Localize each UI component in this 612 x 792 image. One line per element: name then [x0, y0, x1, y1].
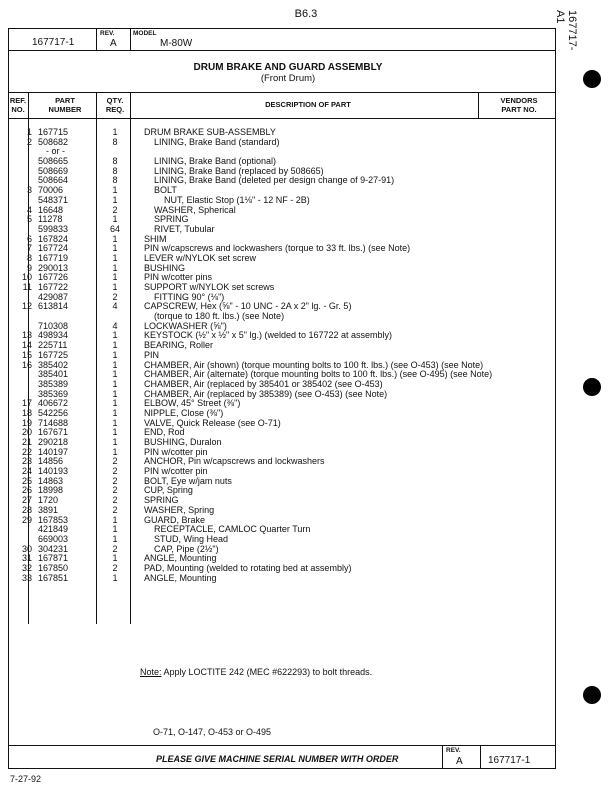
- quantity: 2: [112, 543, 118, 554]
- table-row: [8, 176, 556, 186]
- table-row: [8, 419, 556, 429]
- quantity: 2: [112, 204, 118, 215]
- note-label: Note:: [140, 667, 162, 677]
- quantity: 1: [112, 369, 118, 380]
- quantity: 8: [112, 156, 118, 167]
- part-number: 290218: [38, 437, 69, 447]
- quantity: 2: [112, 456, 118, 467]
- note: [140, 667, 372, 677]
- table-row: [8, 128, 556, 138]
- table-row: [8, 496, 556, 506]
- description: WASHER, Spherical: [154, 204, 236, 215]
- part-number: 599833: [38, 223, 69, 234]
- col-desc-header: DESCRIPTION OF PART: [265, 100, 351, 109]
- table-row: [8, 535, 556, 545]
- table-row: [8, 254, 556, 264]
- model-label: MODEL: [133, 30, 157, 37]
- description: BUSHING, Duralon: [144, 437, 222, 447]
- table-row: [8, 206, 556, 216]
- quantity: 8: [112, 175, 118, 186]
- description: PIN w/cotter pins: [144, 272, 213, 283]
- quantity: 1: [112, 243, 118, 254]
- description: CAPSCREW, Hex (⅝" - 10 UNC - 2A x 2" lg. - Gr. 5): [144, 301, 352, 312]
- part-number: 304231: [38, 543, 69, 554]
- description: CHAMBER, Air (replaced by 385401 or 385402 (see O-453): [144, 378, 383, 389]
- part-number: 167725: [38, 349, 69, 360]
- quantity: 1: [112, 417, 118, 428]
- table-row: [8, 283, 556, 293]
- ref-number: 26: [21, 485, 32, 496]
- ref-number: 3: [26, 185, 32, 196]
- part-number: 498934: [38, 330, 69, 341]
- quantity: 1: [112, 127, 118, 137]
- quantity: 2: [112, 562, 118, 573]
- quantity: 2: [112, 291, 118, 302]
- ref-number: 25: [21, 475, 32, 486]
- description: BOLT: [154, 185, 177, 196]
- ref-number: 24: [21, 466, 32, 477]
- part-number: 14863: [38, 475, 64, 486]
- part-number: 385389: [38, 378, 69, 389]
- quantity: 4: [112, 301, 118, 312]
- description: STUD, Wing Head: [154, 533, 229, 544]
- ref-number: 27: [21, 495, 32, 506]
- quantity: 8: [112, 165, 118, 176]
- description: NUT, Elastic Stop (1⅛" - 12 NF - 2B): [164, 194, 310, 205]
- footer-rev-value: A: [456, 756, 463, 767]
- quantity: 1: [112, 427, 118, 438]
- ref-number: 7: [26, 243, 32, 254]
- quantity: 1: [112, 262, 118, 273]
- description: RECEPTACLE, CAMLOC Quarter Turn: [154, 524, 311, 535]
- description: (torque to 180 ft. lbs.) (see Note): [154, 311, 285, 322]
- part-number: 167719: [38, 252, 69, 263]
- ref-number: 11: [22, 282, 32, 292]
- description: PIN: [144, 349, 160, 360]
- quantity: 1: [112, 378, 118, 389]
- description: BUSHING: [144, 262, 186, 273]
- description: BOLT, Eye w/jam nuts: [144, 475, 232, 486]
- table-row: [8, 457, 556, 467]
- table-row: [8, 312, 556, 322]
- description: SUPPORT w/NYLOK set screws: [144, 282, 275, 292]
- description: KEYSTOCK (½" x ½" x 5" lg.) (welded to 167722 at assembly): [144, 330, 393, 341]
- ref-number: 9: [26, 262, 32, 273]
- part-number: 14856: [38, 456, 64, 467]
- quantity: 2: [112, 466, 118, 477]
- part-number: 167715: [38, 127, 69, 137]
- table-row: [8, 264, 556, 274]
- part-number: 11278: [38, 214, 63, 225]
- rev-value: A: [110, 38, 117, 49]
- revision-date: 7-27-92: [10, 774, 42, 784]
- binder-hole-icon: [583, 70, 601, 88]
- part-number: 385402: [38, 359, 69, 370]
- quantity: 8: [112, 136, 118, 147]
- ref-number: 8: [26, 252, 32, 263]
- table-row: [8, 390, 556, 400]
- part-number: 167722: [38, 282, 69, 292]
- part-number: 290013: [38, 262, 69, 273]
- table-row: [8, 428, 556, 438]
- part-number: 225711: [38, 340, 68, 351]
- quantity: 1: [112, 407, 118, 418]
- table-row: [8, 331, 556, 341]
- table-row: [8, 467, 556, 477]
- description: SHIM: [144, 233, 167, 244]
- part-number: 167850: [38, 562, 69, 573]
- quantity: 4: [112, 320, 118, 331]
- ref-number: 31: [21, 553, 32, 564]
- part-number: 167671: [38, 427, 69, 438]
- quantity: 1: [112, 272, 118, 283]
- ref-number: 14: [21, 340, 32, 351]
- table-row: [8, 477, 556, 487]
- description: LINING, Brake Band (optional): [154, 156, 277, 167]
- part-number: 710308: [38, 320, 69, 331]
- description: CUP, Spring: [144, 485, 193, 496]
- part-number: 70006: [38, 185, 64, 196]
- part-number: 669003: [38, 533, 69, 544]
- part-number: 542256: [38, 407, 69, 418]
- description: LINING, Brake Band (replaced by 508665): [154, 165, 324, 176]
- description: PIN w/cotter pin: [144, 446, 208, 457]
- ref-number: 5: [26, 214, 32, 225]
- table-row: [8, 138, 556, 148]
- ref-number: 23: [21, 456, 32, 467]
- description: CHAMBER, Air (shown) (torque mounting bolts to 100 ft. lbs.) (see O-453) (see Note): [144, 359, 484, 370]
- description: GUARD, Brake: [144, 514, 206, 525]
- description: ANCHOR, Pin w/capscrews and lockwashers: [144, 456, 325, 467]
- doc-number: 167717-1: [32, 37, 75, 48]
- quantity: 1: [112, 194, 118, 205]
- reference-list: O-71, O-147, O-453 or O-495: [153, 727, 272, 737]
- quantity: 2: [112, 485, 118, 496]
- part-number: 508669: [38, 165, 69, 176]
- description: DRUM BRAKE SUB-ASSEMBLY: [144, 127, 276, 137]
- quantity: 1: [112, 340, 118, 351]
- col-part-header: PART NUMBER: [48, 96, 82, 114]
- ref-number: 17: [21, 398, 32, 409]
- part-number: 3891: [38, 504, 59, 515]
- ref-number: 4: [26, 204, 32, 215]
- ref-number: 15: [21, 349, 32, 360]
- ref-number: 22: [21, 446, 32, 457]
- page-number: B6.3: [294, 8, 318, 20]
- part-number: 167851: [38, 572, 69, 583]
- quantity: 1: [112, 514, 118, 525]
- description: CHAMBER, Air (replaced by 385389) (see O-453) (see Note): [144, 388, 388, 399]
- parts-list: [8, 128, 556, 583]
- quantity: 1: [112, 437, 118, 447]
- table-row: [8, 273, 556, 283]
- quantity: 1: [112, 214, 118, 225]
- table-row: [8, 564, 556, 574]
- table-row: [8, 147, 556, 157]
- ref-number: 6: [26, 233, 32, 244]
- description: FITTING 90° (⅛"): [154, 291, 225, 302]
- description: CAP, Pipe (2½"): [154, 543, 219, 554]
- ref-number: 13: [21, 330, 32, 341]
- quantity: 1: [112, 533, 118, 544]
- binder-hole-icon: [583, 378, 601, 396]
- ref-number: 2: [26, 136, 32, 147]
- page-subtitle: (Front Drum): [260, 73, 316, 84]
- description: ANGLE, Mounting: [144, 572, 217, 583]
- description: SPRING: [144, 495, 179, 506]
- part-number: 167724: [38, 243, 69, 254]
- table-row: [8, 244, 556, 254]
- part-number: 140193: [38, 466, 69, 477]
- quantity: 1: [112, 572, 118, 583]
- quantity: 2: [112, 504, 118, 515]
- part-number: 18998: [38, 485, 64, 496]
- ref-number: 18: [21, 407, 32, 418]
- description: CHAMBER, Air (alternate) (torque mounting bolts to 100 ft. lbs.) (see O-495) (see Note): [144, 369, 493, 380]
- quantity: 1: [112, 252, 118, 263]
- ref-number: 19: [21, 417, 32, 428]
- description: WASHER, Spring: [144, 504, 215, 515]
- model-value: M-80W: [160, 38, 193, 49]
- note-text: Apply LOCTITE 242 (MEC #622293) to bolt threads.: [163, 667, 373, 677]
- quantity: 2: [112, 475, 118, 486]
- description: BEARING, Roller: [144, 340, 214, 351]
- part-number: - or -: [46, 146, 65, 157]
- ref-number: 30: [21, 543, 32, 554]
- table-row: [8, 574, 556, 584]
- quantity: 1: [112, 388, 118, 399]
- part-number: 613814: [38, 301, 69, 312]
- part-number: 406672: [38, 398, 69, 409]
- ref-number: 1: [26, 127, 32, 137]
- part-number: 508664: [38, 175, 69, 186]
- order-instruction: PLEASE GIVE MACHINE SERIAL NUMBER WITH ORDER: [156, 754, 399, 764]
- table-row: [8, 545, 556, 555]
- ref-number: 33: [21, 572, 32, 583]
- description: ELBOW, 45° Street (⅜"): [144, 398, 241, 409]
- quantity: 2: [112, 495, 118, 506]
- part-number: 385369: [38, 388, 69, 399]
- description: RIVET, Tubular: [154, 223, 215, 234]
- table-row: [8, 341, 556, 351]
- description: PIN w/capscrews and lockwashers (torque to 33 ft. lbs.) (see Note): [144, 243, 411, 254]
- description: SPRING: [154, 214, 189, 225]
- part-number: 508682: [38, 136, 69, 147]
- table-row: [8, 525, 556, 535]
- quantity: 1: [112, 446, 118, 457]
- quantity: 1: [112, 524, 118, 535]
- quantity: 1: [112, 185, 118, 196]
- table-row: [8, 196, 556, 206]
- description: VALVE, Quick Release (see O-71): [144, 417, 281, 428]
- description: LINING, Brake Band (standard): [154, 136, 280, 147]
- quantity: 1: [112, 330, 118, 341]
- ref-number: 16: [21, 359, 32, 370]
- part-number: 508665: [38, 156, 69, 167]
- col-qty-header: QTY. REQ.: [105, 96, 125, 114]
- binder-hole-icon: [583, 686, 601, 704]
- part-number: 167726: [38, 272, 69, 283]
- part-number: 167871: [38, 553, 69, 564]
- quantity: 1: [112, 349, 118, 360]
- ref-number: 21: [21, 437, 32, 447]
- ref-number: 32: [21, 562, 32, 573]
- part-number: 1720: [38, 495, 59, 506]
- footer-doc-number: 167717-1: [488, 755, 531, 766]
- quantity: 1: [112, 233, 118, 244]
- ref-number: 12: [21, 301, 32, 312]
- part-number: 167853: [38, 514, 69, 525]
- ref-number: 20: [21, 427, 32, 438]
- quantity: 1: [112, 282, 118, 292]
- table-row: [8, 409, 556, 419]
- col-vendors-header: VENDORS PART NO.: [500, 96, 538, 114]
- table-row: [8, 506, 556, 516]
- part-number: 385401: [38, 369, 69, 380]
- footer-rev-label: REV.: [446, 747, 461, 754]
- part-number: 714688: [38, 417, 69, 428]
- description: ANGLE, Mounting: [144, 553, 217, 564]
- quantity: 1: [112, 398, 118, 409]
- description: END, Rod: [144, 427, 185, 438]
- part-number: 167824: [38, 233, 69, 244]
- quantity: 64: [109, 223, 120, 234]
- rev-label: REV.: [100, 30, 115, 37]
- side-document-id: 167717-A1: [554, 10, 578, 51]
- description: LOCKWASHER (⅝"): [144, 320, 227, 331]
- description: NIPPLE, Close (⅜"): [144, 407, 224, 418]
- description: LINING, Brake Band (deleted per design change of 9-27-91): [154, 175, 395, 186]
- table-row: [8, 438, 556, 448]
- part-number: 548371: [38, 194, 69, 205]
- quantity: 1: [112, 359, 118, 370]
- table-row: [8, 215, 556, 225]
- quantity: 1: [112, 553, 118, 564]
- part-number: 140197: [38, 446, 69, 457]
- col-ref-header: REF. NO.: [9, 96, 27, 114]
- ref-number: 29: [21, 514, 32, 525]
- table-row: [8, 486, 556, 496]
- part-number: 429087: [38, 291, 69, 302]
- part-number: 421849: [38, 524, 69, 535]
- description: PIN w/cotter pin: [144, 466, 208, 477]
- description: LEVER w/NYLOK set screw: [144, 252, 257, 263]
- table-row: [8, 399, 556, 409]
- description: PAD, Mounting (welded to rotating bed at assembly): [144, 562, 352, 573]
- ref-number: 10: [21, 272, 32, 283]
- page-title: DRUM BRAKE AND GUARD ASSEMBLY: [193, 62, 383, 73]
- part-number: 16648: [38, 204, 64, 215]
- ref-number: 28: [21, 504, 32, 515]
- table-row: [8, 225, 556, 235]
